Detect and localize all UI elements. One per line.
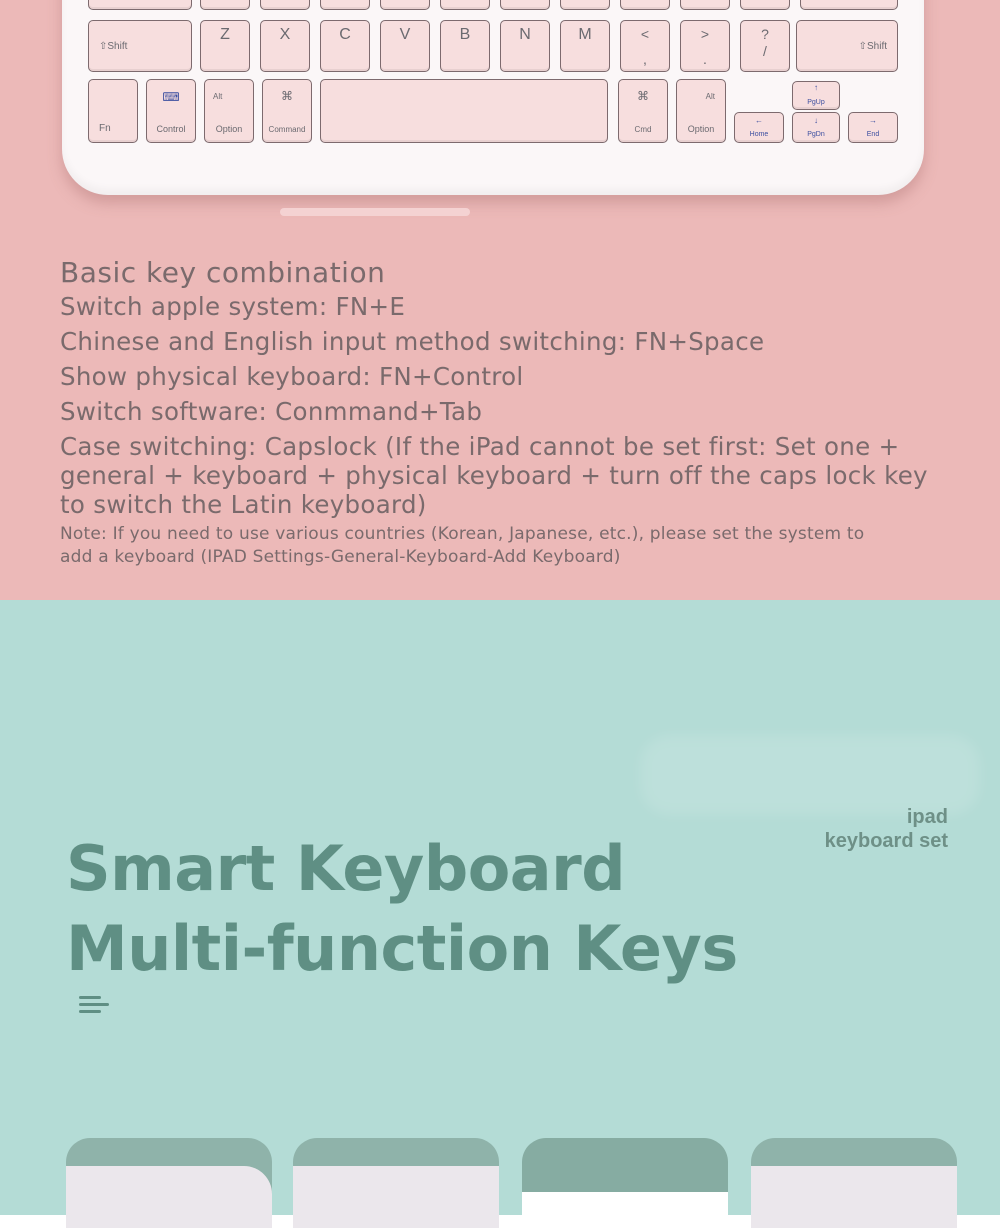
shift-icon: ⇧Shift xyxy=(99,41,128,52)
key-home[interactable]: ← Home xyxy=(734,112,784,143)
key-semicolon-partial[interactable] xyxy=(740,0,790,10)
key-left-shift[interactable] xyxy=(88,20,192,72)
arrow-right-icon: → xyxy=(869,116,877,125)
key-g-partial[interactable] xyxy=(440,0,490,10)
key-k-partial[interactable] xyxy=(620,0,670,10)
note-line: add a keyboard (IPAD Settings-General-Keyboard-Add Keyboard) xyxy=(60,547,621,567)
command-icon: ⌘ xyxy=(637,89,649,103)
key-right-shift[interactable] xyxy=(796,20,898,72)
combo-line: Chinese and English input method switching: FN+Space xyxy=(60,327,765,356)
key-c[interactable]: C xyxy=(320,20,370,72)
key-caps-partial[interactable] xyxy=(88,0,192,10)
key-slash[interactable]: ? / xyxy=(740,20,790,72)
key-control[interactable]: ⌨ Control xyxy=(146,79,196,143)
key-pgdn[interactable]: ↓ PgDn xyxy=(792,112,840,143)
key-h-partial[interactable] xyxy=(500,0,550,10)
combo-line: to switch the Latin keyboard) xyxy=(60,490,427,519)
key-command-right[interactable]: ⌘ Cmd xyxy=(618,79,668,143)
key-fn[interactable]: Fn xyxy=(88,79,138,143)
combo-line: Switch software: Conmmand+Tab xyxy=(60,397,483,426)
combo-heading: Basic key combination xyxy=(60,256,386,289)
key-enter-partial[interactable] xyxy=(800,0,898,10)
note-line: Note: If you need to use various countries (Korean, Japanese, etc.), please set the system to xyxy=(60,524,865,544)
key-space[interactable] xyxy=(320,79,608,143)
key-period[interactable]: > . xyxy=(680,20,730,72)
feature-section xyxy=(0,600,1000,1215)
feature-title-line1: Smart Keyboard xyxy=(66,832,626,905)
combo-line: general + keyboard + physical keyboard + turn off the caps lock key xyxy=(60,461,928,490)
feature-title-line2: Multi-function Keys xyxy=(66,912,738,985)
key-alt-left[interactable]: Alt Option xyxy=(204,79,254,143)
combo-line: Case switching: Capslock (If the iPad cannot be set first: Set one + xyxy=(60,432,900,461)
keyboard-icon: ⌨ xyxy=(162,90,180,104)
arrow-left-icon: ← xyxy=(755,116,763,125)
tag-keyboard-set: keyboard set xyxy=(824,830,948,852)
key-command-left[interactable]: ⌘ Command xyxy=(262,79,312,143)
command-icon: ⌘ xyxy=(281,89,293,103)
key-m[interactable]: M xyxy=(560,20,610,72)
keyboard-section xyxy=(0,0,1000,600)
shift-icon: ⇧Shift xyxy=(858,41,887,52)
key-z[interactable]: Z xyxy=(200,20,250,72)
key-s-partial[interactable] xyxy=(260,0,310,10)
key-b[interactable]: B xyxy=(440,20,490,72)
key-f-partial[interactable] xyxy=(380,0,430,10)
key-pgup[interactable]: ↑ PgUp xyxy=(792,81,840,110)
key-d-partial[interactable] xyxy=(320,0,370,10)
key-n[interactable]: N xyxy=(500,20,550,72)
key-x[interactable]: X xyxy=(260,20,310,72)
key-end[interactable]: → End xyxy=(848,112,898,143)
keyboard-base-highlight xyxy=(280,208,470,216)
arrow-up-icon: ↑ xyxy=(814,83,818,92)
menu-icon xyxy=(79,996,109,1016)
key-alt-right[interactable]: Alt Option xyxy=(676,79,726,143)
key-j-partial[interactable] xyxy=(560,0,610,10)
background-haze xyxy=(640,735,980,815)
combo-line: Switch apple system: FN+E xyxy=(60,292,406,321)
combo-line: Show physical keyboard: FN+Control xyxy=(60,362,524,391)
key-l-partial[interactable] xyxy=(680,0,730,10)
arrow-down-icon: ↓ xyxy=(814,116,818,125)
key-comma[interactable]: < , xyxy=(620,20,670,72)
key-a-partial[interactable] xyxy=(200,0,250,10)
key-v[interactable]: V xyxy=(380,20,430,72)
tag-ipad: ipad xyxy=(906,806,948,828)
